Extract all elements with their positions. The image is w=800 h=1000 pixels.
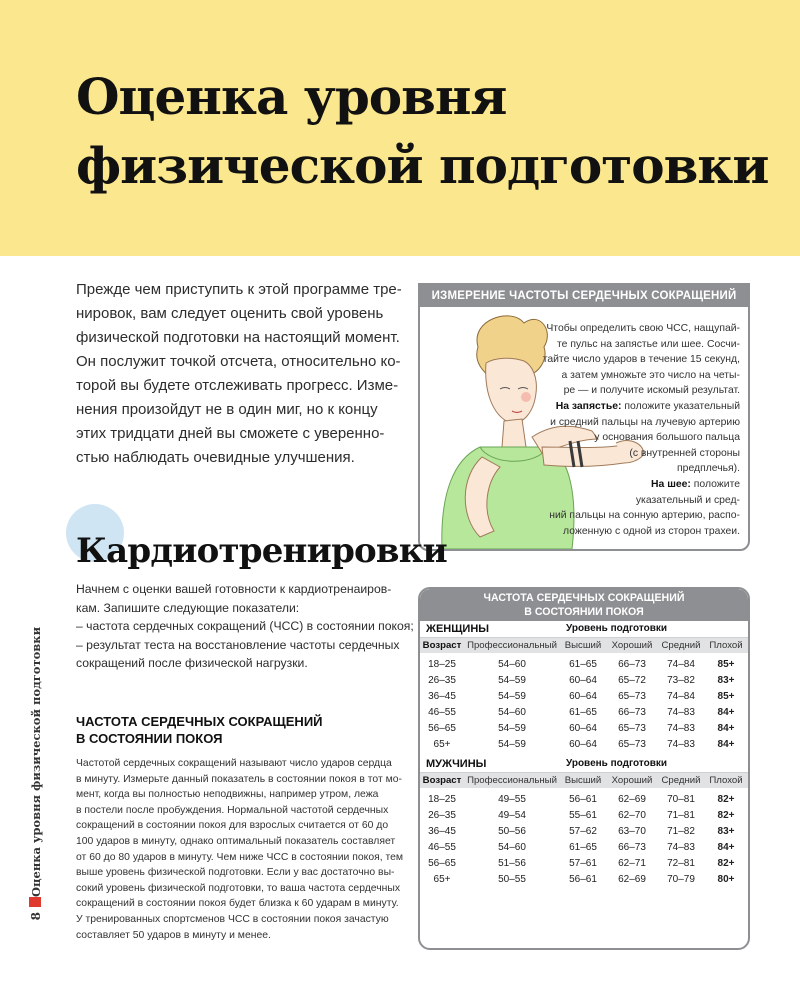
table-cell: 51–56: [498, 857, 526, 869]
body-line: сокий уровень физической подготовки, то ваша частота сердечных: [76, 882, 401, 894]
column-header: Возраст: [420, 773, 464, 789]
body-line: У тренированных спортсменов ЧСС в состоянии покоя зачастую: [76, 913, 389, 925]
table-header-row: [420, 638, 748, 654]
table-cell: 60–64: [569, 738, 597, 750]
hr-table-title: [420, 589, 748, 621]
body-line: от 60 до 80 ударов в минуту. Чем ниже ЧСС в состоянии покоя, тем: [76, 851, 404, 863]
hr-table-title-line: ЧАСТОТА СЕРДЕЧНЫХ СОКРАЩЕНИЙ: [483, 592, 685, 604]
body-line: 100 ударов в минуту, однако оптимальный показатель составляет: [76, 835, 396, 847]
column-header: Профессиональный: [464, 773, 560, 789]
table-cell: 54–59: [498, 674, 526, 686]
page-title-line: физической подготовки: [76, 136, 769, 195]
intro-line: стью наблюдать очевидные улучшения.: [76, 449, 355, 466]
table-row: [420, 672, 748, 688]
table-cell: 49–54: [498, 809, 526, 821]
intro-line: нения произойдут не в один миг, но к концу: [76, 401, 378, 418]
table-cell: 50–55: [498, 873, 526, 885]
title-banner: [0, 0, 800, 256]
column-header: Профессиональный: [464, 638, 560, 654]
cardio-intro-line: сокращений после физической нагрузки.: [76, 656, 308, 670]
instruction-line: тайте число ударов в течение 15 секунд,: [542, 354, 740, 366]
body-line: в минуту. Измерьте данный показатель в состоянии покоя в тот мо-: [76, 773, 402, 785]
table-cell: 82+: [717, 809, 735, 821]
table-cell: 60–64: [569, 722, 597, 734]
table-cell: 61–65: [569, 658, 597, 670]
table-cell: 54–59: [498, 690, 526, 702]
table-cell: 62–70: [618, 809, 646, 821]
table-row: [420, 720, 748, 736]
wrist-label: На запястье:: [555, 400, 622, 412]
table-cell: 65–73: [618, 722, 646, 734]
cardio-intro-line: – результат теста на восстановление частоты сердечных: [76, 637, 400, 652]
table-cell: 73–82: [667, 674, 695, 686]
table-cell: 56–65: [428, 722, 456, 734]
table-row: [420, 871, 748, 887]
cardio-intro-line: кам. Запишите следующие показатели:: [76, 600, 300, 615]
table-cell: 49–55: [498, 793, 526, 805]
table-cell: 62–69: [618, 793, 646, 805]
column-header: Хороший: [606, 773, 658, 789]
intro-line: физической подготовки на настоящий момент.: [76, 329, 400, 346]
body-line: составляет 50 ударов в минуту и менее.: [76, 929, 271, 941]
heart-rate-measurement-box: [418, 283, 750, 551]
body-line: мент, когда вы полностью неподвижны, например утром, лежа: [76, 789, 379, 801]
women-label: ЖЕНЩИНЫ: [426, 623, 490, 635]
resting-hr-text: [76, 756, 406, 943]
measurement-instructions: [540, 321, 740, 539]
table-row: [420, 807, 748, 823]
neck-instruction: [540, 477, 740, 493]
table-cell: 66–73: [618, 706, 646, 718]
body-line: сокращений в состоянии покоя для взрослых считается от 60 до: [76, 820, 389, 832]
table-cell: 50–56: [498, 825, 526, 837]
instruction-line: ре — и получите искомый результат.: [563, 385, 740, 397]
column-header: Плохой: [704, 773, 748, 789]
table-cell: 62–69: [618, 873, 646, 885]
table-cell: 56–61: [569, 793, 597, 805]
table-cell: 55–61: [569, 809, 597, 821]
subtitle-line: В СОСТОЯНИИ ПОКОЯ: [76, 731, 223, 746]
table-cell: 36–45: [428, 690, 456, 702]
table-cell: 54–60: [498, 706, 526, 718]
table-cell: 74–83: [667, 722, 695, 734]
men-hr-table: [420, 772, 748, 887]
table-cell: 18–25: [428, 658, 456, 670]
side-running-head: Оценка уровня физической подготовки: [29, 626, 43, 897]
table-cell: 85+: [717, 658, 735, 670]
table-cell: 83+: [717, 825, 735, 837]
body-line: сокращений в состоянии покоя будет близка к 60 ударам в минуту.: [76, 898, 399, 910]
intro-line: этих тридцати дней вы сможете с уверенно-: [76, 425, 385, 442]
fitness-level-label: Уровень подготовки: [566, 758, 668, 769]
table-cell: 36–45: [428, 825, 456, 837]
table-cell: 54–59: [498, 738, 526, 750]
table-cell: 71–82: [667, 825, 695, 837]
table-row: [420, 855, 748, 871]
instruction-line: ложенную с одной из сторон трахеи.: [563, 525, 740, 537]
page-title-line: Оценка уровня: [76, 67, 507, 126]
table-cell: 62–71: [618, 857, 646, 869]
table-row: [420, 653, 748, 672]
men-group-header: [420, 756, 748, 772]
cardio-section-title: Кардиотренировки: [76, 531, 447, 571]
table-cell: 54–60: [498, 841, 526, 853]
column-header: Плохой: [704, 638, 748, 654]
instruction-line: у основания большого пальца: [594, 432, 740, 444]
resting-hr-subtitle: [76, 713, 323, 747]
table-cell: 66–73: [618, 841, 646, 853]
table-cell: 83+: [717, 674, 735, 686]
subtitle-line: ЧАСТОТА СЕРДЕЧНЫХ СОКРАЩЕНИЙ: [76, 714, 323, 729]
table-row: [420, 736, 748, 752]
column-header: Хороший: [606, 638, 658, 654]
table-cell: 63–70: [618, 825, 646, 837]
hr-table-title-line: В СОСТОЯНИИ ПОКОЯ: [524, 605, 644, 618]
table-cell: 85+: [717, 690, 735, 702]
table-cell: 74–84: [667, 658, 695, 670]
table-header-row: [420, 773, 748, 789]
instruction-line: ний пальцы на сонную артерию, распо-: [549, 510, 740, 522]
table-cell: 60–64: [569, 690, 597, 702]
table-cell: 74–84: [667, 690, 695, 702]
table-cell: 65+: [433, 738, 451, 750]
table-cell: 65–73: [618, 738, 646, 750]
page-number: 8: [29, 912, 43, 921]
table-cell: 65+: [433, 873, 451, 885]
column-header: Средний: [658, 773, 704, 789]
table-cell: 82+: [717, 793, 735, 805]
table-cell: 70–79: [667, 873, 695, 885]
cardio-intro-line: – частота сердечных сокращений (ЧСС) в состоянии покоя;: [76, 619, 414, 633]
wrist-text: положите указательный: [621, 400, 740, 412]
instruction-line: Чтобы определить свою ЧСС, нащупай-: [546, 323, 740, 334]
table-cell: 54–59: [498, 722, 526, 734]
cardio-intro-line: Начнем с оценки вашей готовности к кардиотренаиров-: [76, 582, 392, 596]
table-row: [420, 704, 748, 720]
table-cell: 84+: [717, 738, 735, 750]
intro-line: Прежде чем приступить к этой программе тре-: [76, 281, 402, 298]
women-hr-table: [420, 637, 748, 752]
table-row: [420, 788, 748, 807]
instruction-line: и средний пальцы на лучевую артерию: [550, 416, 740, 428]
table-cell: 82+: [717, 857, 735, 869]
instruction-line: указательный и сред-: [635, 494, 740, 506]
table-cell: 70–81: [667, 793, 695, 805]
table-cell: 56–61: [569, 873, 597, 885]
column-header: Высший: [560, 638, 606, 654]
table-row: [420, 823, 748, 839]
table-cell: 61–65: [569, 706, 597, 718]
instruction-line: предплечья).: [677, 463, 740, 475]
table-cell: 18–25: [428, 793, 456, 805]
table-cell: 84+: [717, 841, 735, 853]
table-cell: 80+: [717, 873, 735, 885]
page-title: [76, 62, 769, 200]
table-cell: 65–72: [618, 674, 646, 686]
table-cell: 57–61: [569, 857, 597, 869]
table-cell: 57–62: [569, 825, 597, 837]
resting-hr-table-box: [418, 587, 750, 950]
table-cell: 74–83: [667, 738, 695, 750]
intro-line: нировок, вам следует оценить свой уровень: [76, 305, 384, 322]
intro-paragraph: [76, 278, 416, 470]
table-row: [420, 839, 748, 855]
column-header: Высший: [560, 773, 606, 789]
instruction-line: а затем умножьте это число на четы-: [561, 369, 740, 381]
column-header: Возраст: [420, 638, 464, 654]
women-group-header: [420, 621, 748, 637]
cardio-intro: [76, 580, 414, 673]
fitness-level-label: Уровень подготовки: [566, 623, 668, 634]
table-cell: 56–65: [428, 857, 456, 869]
table-cell: 84+: [717, 722, 735, 734]
table-cell: 26–35: [428, 674, 456, 686]
side-accent-bar: [29, 897, 41, 907]
table-row: [420, 688, 748, 704]
measurement-box-title: ИЗМЕРЕНИЕ ЧАСТОТЫ СЕРДЕЧНЫХ СОКРАЩЕНИЙ: [420, 285, 748, 307]
table-cell: 74–83: [667, 706, 695, 718]
neck-text: положите: [690, 478, 740, 490]
table-cell: 61–65: [569, 841, 597, 853]
table-cell: 46–55: [428, 841, 456, 853]
table-cell: 71–81: [667, 809, 695, 821]
table-cell: 26–35: [428, 809, 456, 821]
table-cell: 65–73: [618, 690, 646, 702]
neck-label: На шее:: [651, 478, 691, 490]
instruction-line: те пульс на запястье или шее. Сосчи-: [557, 338, 740, 350]
table-cell: 84+: [717, 706, 735, 718]
men-label: МУЖЧИНЫ: [426, 758, 487, 770]
body-line: Частотой сердечных сокращений называют число ударов сердца: [76, 758, 392, 769]
intro-line: Он послужит точкой отсчета, относительно ко-: [76, 353, 401, 370]
body-line: выше уровень физической подготовки. Если у вас достаточно вы-: [76, 867, 395, 879]
table-cell: 54–60: [498, 658, 526, 670]
wrist-instruction: [540, 399, 740, 415]
body-line: в постели после пробуждения. Нормальной частотой сердечных: [76, 804, 389, 816]
table-cell: 74–83: [667, 841, 695, 853]
table-cell: 72–81: [667, 857, 695, 869]
table-cell: 66–73: [618, 658, 646, 670]
column-header: Средний: [658, 638, 704, 654]
instruction-line: (с внутренней стороны: [629, 447, 740, 459]
table-cell: 46–55: [428, 706, 456, 718]
table-cell: 60–64: [569, 674, 597, 686]
intro-line: торой вы будете отслеживать прогресс. Изме-: [76, 377, 399, 394]
